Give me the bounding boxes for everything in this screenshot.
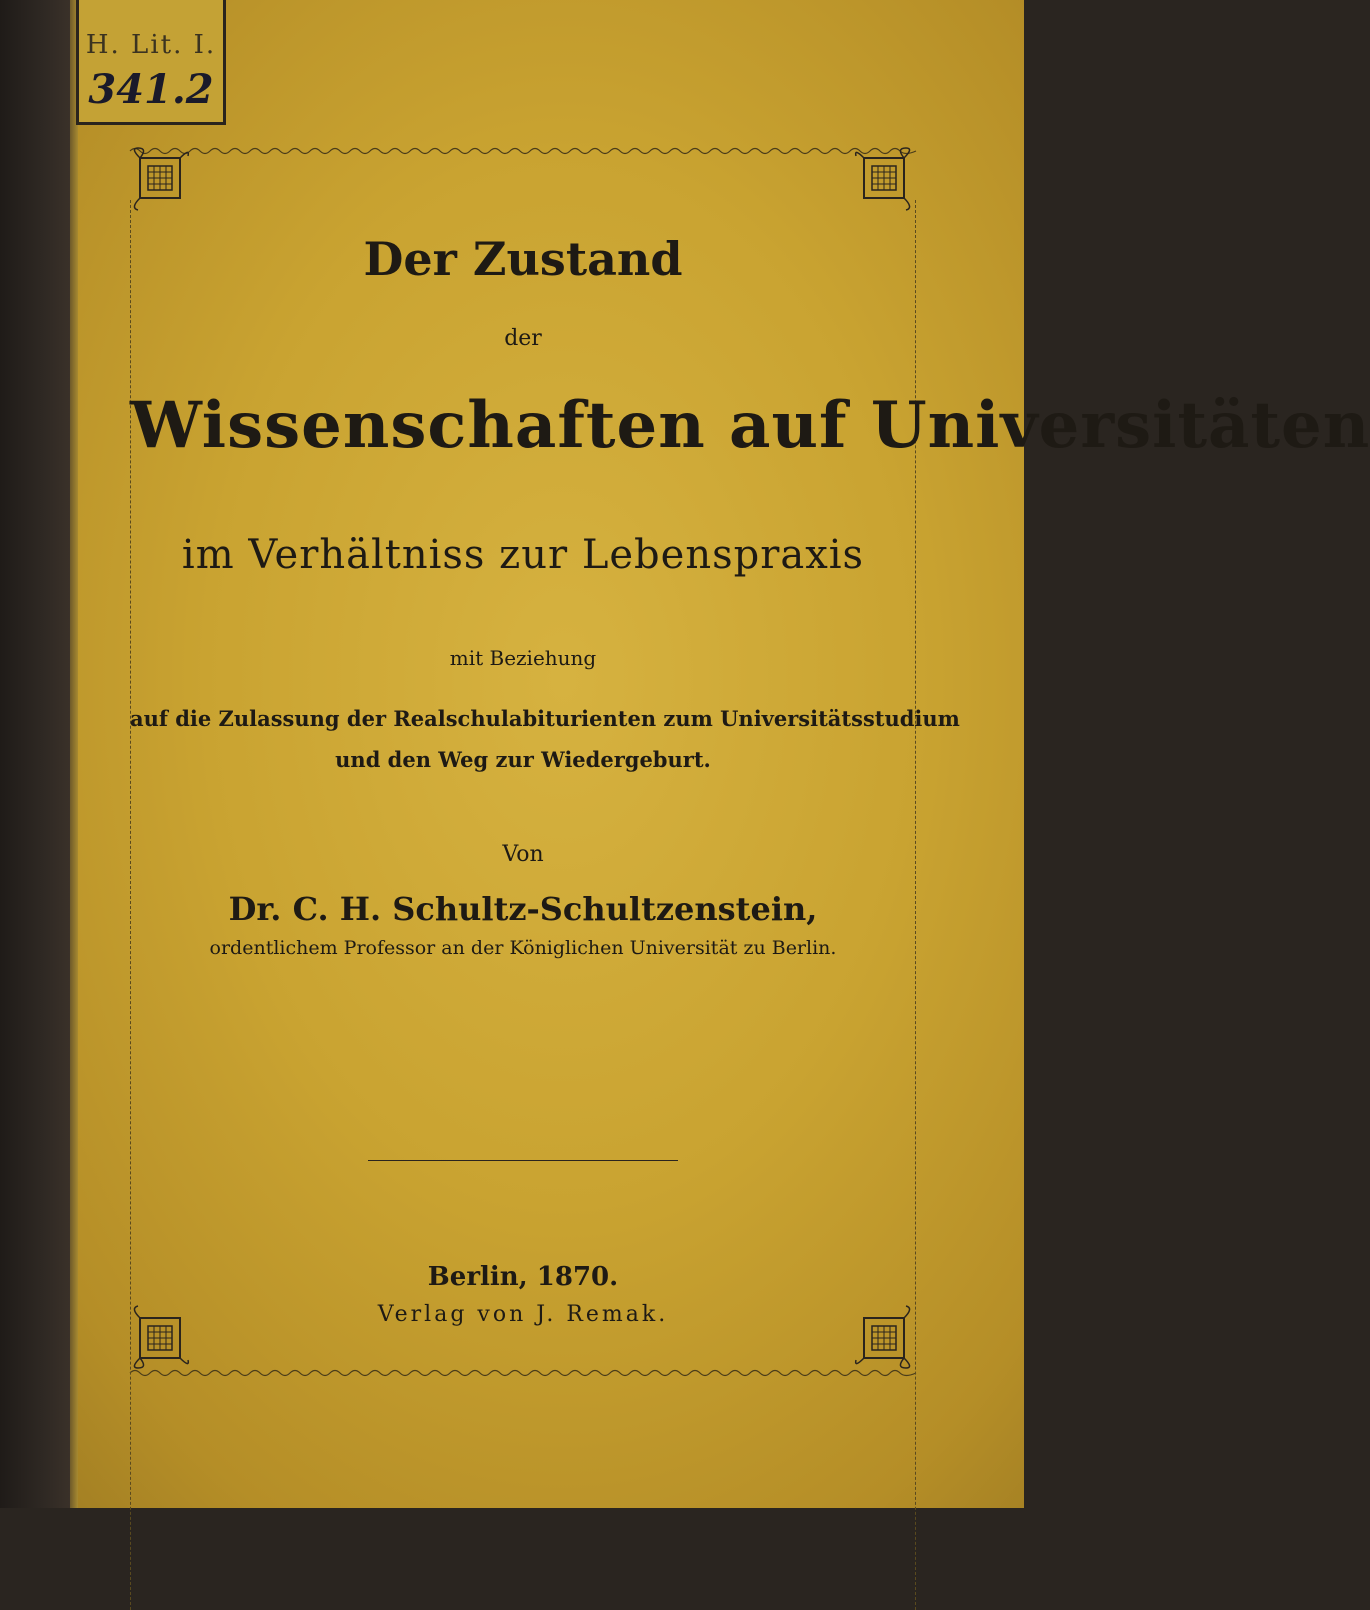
subtitle-line-2: und den Weg zur Wiedergeburt. <box>335 747 711 772</box>
author-by: Von <box>502 842 544 867</box>
title-line-5: mit Beziehung <box>449 646 597 670</box>
author-position: ordentlichem Professor an der Königlichen Universität zu Berlin. <box>209 937 837 959</box>
corner-ornament-icon <box>846 146 916 216</box>
frame-bottom-border <box>130 1368 916 1378</box>
main-title: Wissenschaften auf Universitäten <box>130 388 1370 463</box>
shelfmark-line2: 341.2 <box>88 66 214 113</box>
corner-ornament-icon <box>128 146 198 216</box>
imprint-place-year: Berlin, 1870. <box>427 1262 619 1292</box>
divider-rule <box>368 1160 678 1161</box>
title-line-4: im Verhältniss zur Lebenspraxis <box>181 532 865 578</box>
shelfmark-label <box>76 0 226 125</box>
spine-edge <box>70 0 78 1508</box>
imprint-publisher: Verlag von J. Remak. <box>377 1302 669 1327</box>
title-line-1: Der Zustand <box>363 232 683 286</box>
book-spine <box>0 0 70 1508</box>
subtitle-line-1: auf die Zulassung der Realschulabiturienten zum Universitätsstudium <box>130 706 960 731</box>
frame-top-border <box>130 146 916 156</box>
author-name: Dr. C. H. Schultz-Schultzenstein, <box>228 890 818 928</box>
title-line-2: der <box>504 326 542 351</box>
shelfmark-line1: H. Lit. I. <box>85 30 217 60</box>
